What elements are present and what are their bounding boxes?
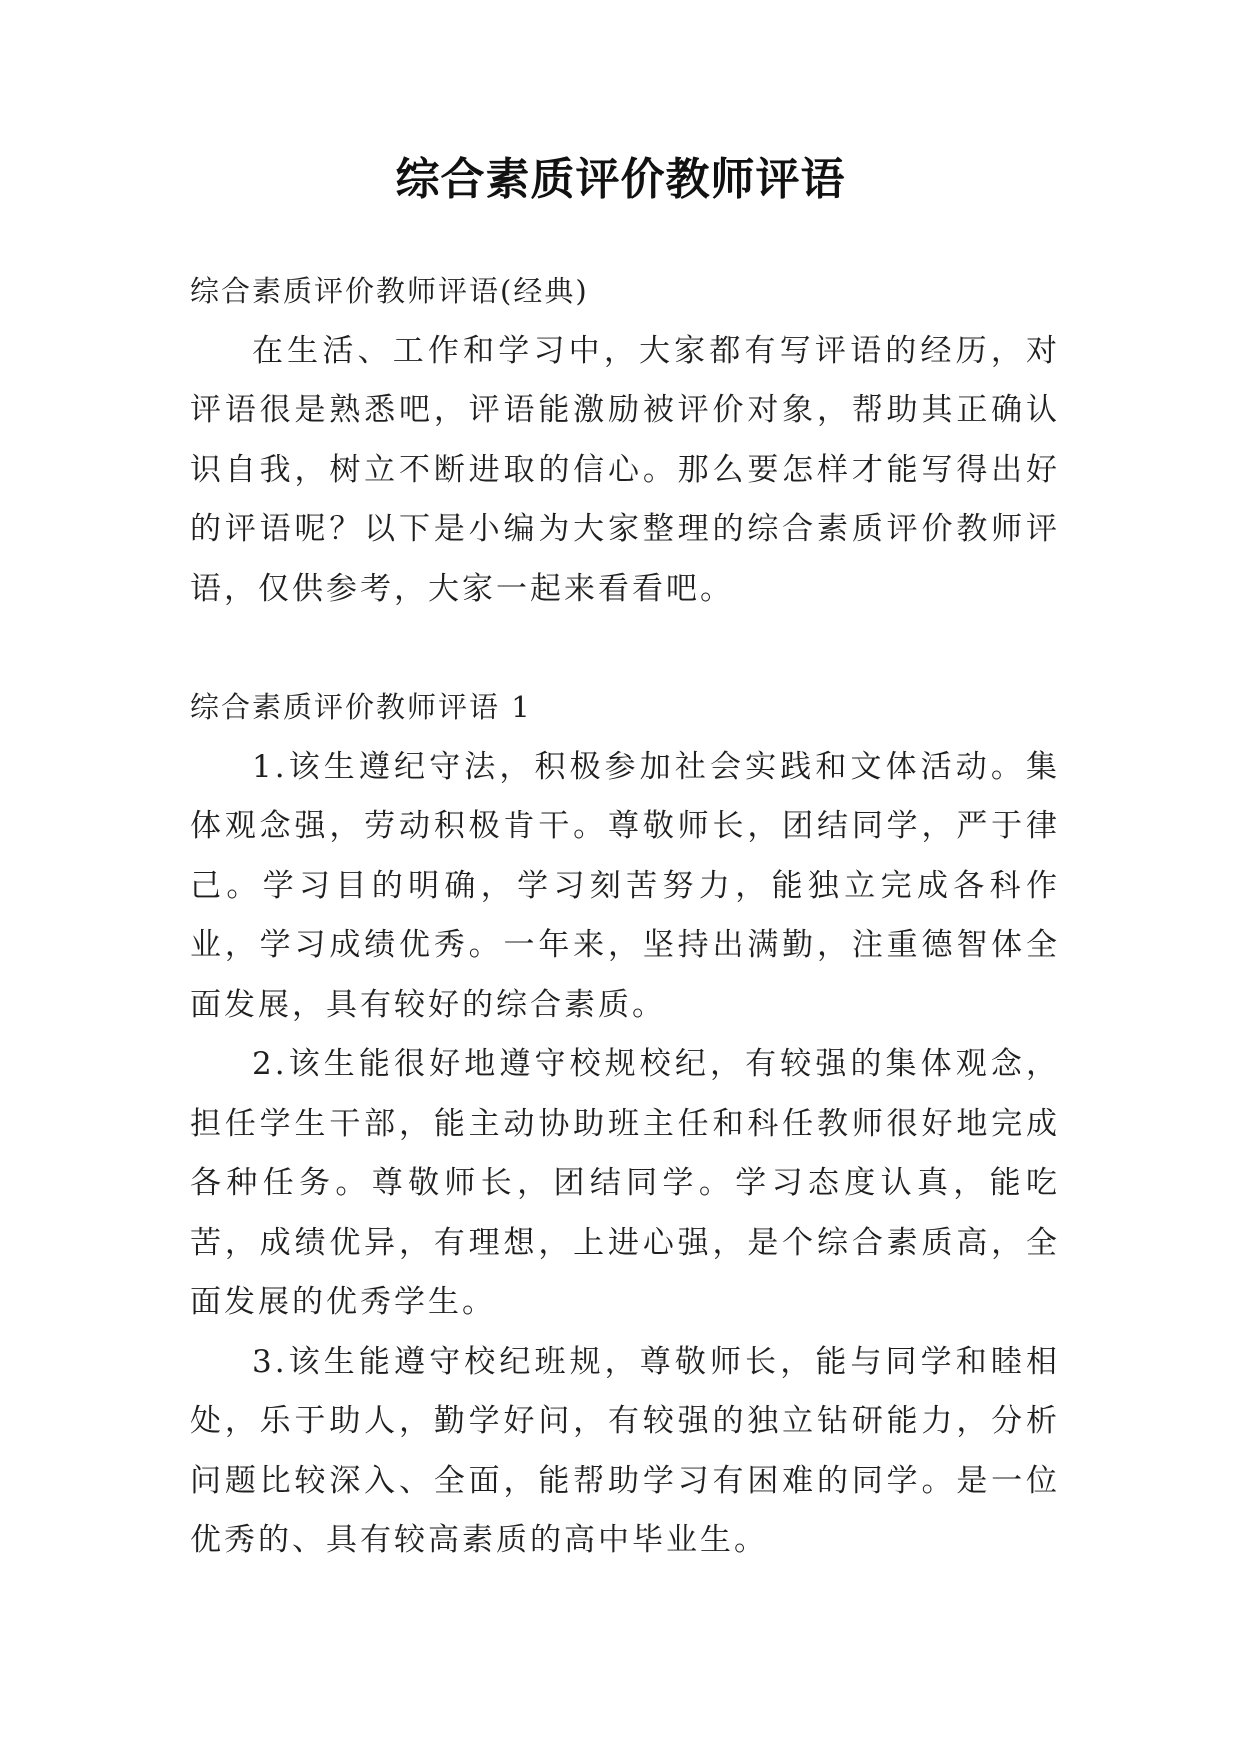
section-heading: 综合素质评价教师评语 1 xyxy=(190,690,532,724)
section-spacer xyxy=(190,619,1060,678)
document-body xyxy=(190,262,1060,1571)
intro-paragraph: 在生活、工作和学习中，大家都有写评语的经历，对评语很是熟悉吧，评语能激励被评价对象，帮助其正确认识自我，树立不断进取的信心。那么要怎样才能写得出好的评语呢？以下是小编为大家整理的综合素质评价教师评语，仅供参考，大家一起来看看吧。 xyxy=(190,332,1060,607)
comment-item-3: 3.该生能遵守校纪班规，尊敬师长，能与同学和睦相处，乐于助人，勤学好问，有较强的独立钻研能力，分析问题比较深入、全面，能帮助学习有困难的同学。是一位优秀的、具有较高素质的高中毕业生。 xyxy=(190,1343,1060,1558)
intro-heading: 综合素质评价教师评语(经典) xyxy=(190,274,589,308)
comment-item-1: 1.该生遵纪守法，积极参加社会实践和文体活动。集体观念强，劳动积极肯干。尊敬师长，团结同学，严于律己。学习目的明确，学习刻苦努力，能独立完成各科作业，学习成绩优秀。一年来，坚持出满勤，注重德智体全面发展，具有较好的综合素质。 xyxy=(190,748,1060,1023)
document-title: 综合素质评价教师评语 xyxy=(395,154,846,205)
comment-item-2: 2.该生能很好地遵守校规校纪，有较强的集体观念，担任学生干部，能主动协助班主任和科任教师很好地完成各种任务。尊敬师长，团结同学。学习态度认真，能吃苦，成绩优异，有理想，上进心强，是个综合素质高，全面发展的优秀学生。 xyxy=(190,1046,1060,1320)
